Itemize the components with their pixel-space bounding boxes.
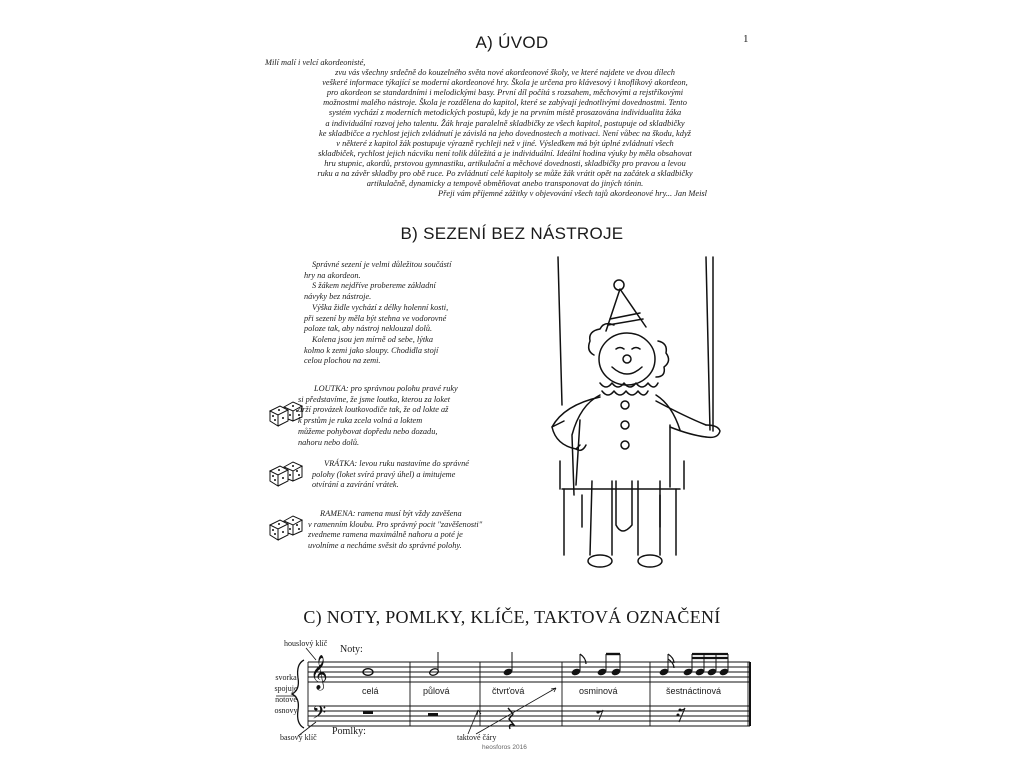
loutka-line: k prstům je ruka zcela volná a loktem [298, 416, 423, 426]
intro-line: artikulačně, dynamicky a tempově obměňovat anebo transponovat do jiných tónin. [366, 179, 644, 189]
note-name-sixteenth: šestnáctinová [666, 686, 722, 696]
ramena-line: RAMENA: ramena musí být vždy zavěšena [320, 509, 462, 518]
brace-label-line: notové [275, 695, 297, 704]
notes-label: Noty: [340, 644, 363, 655]
posture-line: celou plochou na zemi. [304, 356, 381, 366]
barlines-label: taktové čáry [457, 733, 497, 742]
watermark: heosforos 2016 [482, 744, 527, 751]
puppet-clown-illustration [520, 255, 740, 580]
ramena-line: v ramenním kloubu. Pro správný pocit "zavěšenosti" [308, 519, 483, 529]
brace-label-line: svorka [275, 673, 297, 682]
loutka-line: LOUTKA: pro správnou polohu pravé ruky [314, 384, 458, 393]
posture-line: poloze tak, aby nástroj neklouzal dolů. [304, 324, 433, 334]
section-b-heading: B) SEZENÍ BEZ NÁSTROJE [400, 224, 624, 243]
posture-line: Výška židle vychází z délky holenní kosti, [312, 302, 449, 312]
dice-icon [268, 459, 304, 491]
vratka-text [288, 459, 528, 491]
brace-label-line: osnovy [274, 706, 298, 715]
posture-line: S žákem nejdříve probereme základní [312, 281, 436, 291]
loutka-line: můžeme pohybovat dopředu nebo dozadu, [298, 426, 438, 436]
posture-text [304, 260, 544, 367]
posture-line: Kolena jsou jen mírně od sebe, lýtka [312, 334, 433, 344]
intro-line: a individuální rozvoj jeho talentu. Žák hraje paralelně skladbičky ze všech kapitol, postupuje od skladbičky [325, 118, 685, 128]
intro-greeting: Milí malí i velcí akordeonisté, [265, 58, 366, 67]
note-name-eighth: osminová [579, 686, 618, 696]
intro-line: skladbiček, rychlost jejich nácviku není tolik důležitá a je individuální. Ideální hodina výuky by měla obsahovat [318, 148, 692, 158]
dice-icon [268, 399, 304, 431]
note-name-whole: celá [362, 686, 379, 696]
vratka-line: otvírání a zavírání vrátek. [312, 480, 399, 490]
note-name-half: půlová [423, 686, 450, 696]
loutka-line: si představíme, že jsme loutka, kterou za loket [298, 394, 451, 404]
dice-icon [268, 513, 304, 545]
svg-text:𝄞: 𝄞 [310, 655, 328, 690]
intro-line: možnostmi malého nástroje. Škola je rozdělena do kapitol, které se zabývají jednotlivými dovednostmi. Tento [323, 98, 687, 108]
posture-line: hry na akordeon. [304, 270, 361, 280]
intro-line: ruku a na závěr skladby pro obě ruce. Po zvládnutí celé kapitoly se může žák vrátit opět na začátek a skladbičky [317, 169, 693, 179]
brace-label-line: spojuje [274, 684, 298, 693]
brace-label [268, 672, 304, 716]
rests-label: Pomlky: [332, 726, 366, 737]
loutka-line: nahoru nebo dolů. [298, 437, 360, 447]
intro-line: hru stupnic, akordů, prstovou gymnastiku, artikulační a měchové dovednosti, skladbičky pro pravou a levou [324, 158, 686, 168]
ramena-line: zvedneme ramena maximálně nahoru a poté je [308, 530, 463, 540]
intro-line: veškeré informace týkající se moderní akordeonové hry. Škola je určena pro klávesový i knoflíkový akordeon, [322, 78, 688, 88]
ramena-line: uvolníme a necháme svěsit do správné polohy. [308, 541, 462, 551]
vratka-line: VRÁTKA: levou ruku nastavíme do správné [324, 459, 469, 468]
intro-line: pro akordeon se standardními i melodickými basy. První díl počítá s rozsahem, měchovými a rejstříkovými [326, 88, 684, 98]
ramena-text [288, 509, 528, 552]
posture-line: kolmo k zemi jako sloupy. Chodidla stojí [304, 345, 439, 355]
bass-clef-label: basový klíč [280, 733, 317, 742]
intro-signoff: Přeji vám příjemné zážitky v objevování všech tajů akordeonové hry... Jan Meisl [437, 189, 707, 199]
vratka-line: polohy (loket svírá pravý úhel) a imitujeme [312, 469, 456, 479]
intro-text [255, 58, 755, 199]
loutka-text [288, 384, 528, 448]
section-a-heading: A) ÚVOD [475, 33, 549, 52]
intro-line: systém vychází z moderních metodických postupů, kdy je na prvním místě prosazována individualita žáka [328, 108, 682, 118]
treble-clef-label: houslový klíč [284, 639, 328, 648]
loutka-line: drží provázek loutkovodiče tak, že od lokte až [298, 405, 449, 415]
svg-text:𝄢: 𝄢 [312, 703, 327, 728]
section-c-heading: C) NOTY, POMLKY, KLÍČE, TAKTOVÁ OZNAČENÍ [303, 607, 721, 627]
intro-line: v některé z kapitol žák postupuje výrazně rychleji než v jiné. Výsledkem má být úplné zvládnutí všech [336, 138, 674, 148]
page-number: 1 [743, 33, 749, 45]
posture-line: návyky bez nástroje. [304, 292, 372, 302]
posture-line: při sezení by měla být stehna ve vodorovné [304, 313, 447, 323]
intro-line: zvu vás všechny srdečně do kouzelného světa nové akordeonové školy, ve které najdete ve dvou dílech [335, 68, 675, 78]
note-name-quarter: čtvrťová [492, 686, 525, 696]
posture-line: Správné sezení je velmi důležitou součástí [312, 260, 452, 269]
intro-line: ke skladbičce a rychlost jejich zvládnutí je závislá na jeho dovednostech a motivaci. Není vůbec na škodu, když [319, 128, 691, 138]
